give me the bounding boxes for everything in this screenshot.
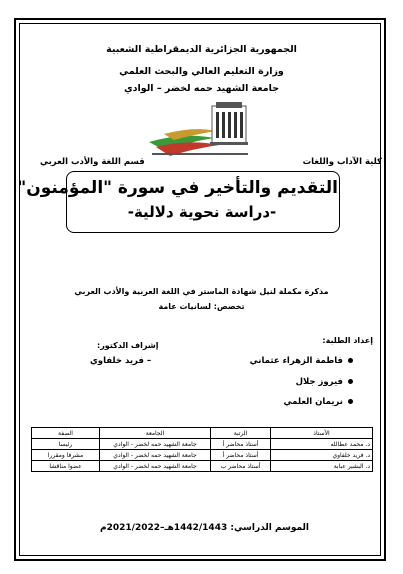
specialty: تخصص: لسانيات عامة: [158, 302, 245, 311]
header-cell: الصفة: [32, 428, 100, 439]
table-header-row: [32, 428, 373, 439]
table-row: [32, 439, 373, 450]
cell-role: عضوا مناقشا: [32, 461, 100, 472]
university-logo: [144, 98, 259, 160]
cell-role: مشرفا ومقررا: [32, 450, 100, 461]
student-item: [296, 377, 353, 387]
ministry-heading: وزارة التعليم العالي والبحث العلمي: [119, 66, 284, 77]
students-label: إعداد الطلبة:: [322, 336, 373, 345]
student-name: فيروز جلال: [295, 377, 343, 387]
bullet-icon: [348, 358, 353, 363]
cell-rank: أستاذ محاضر أ: [211, 439, 271, 450]
thesis-title: التقديم والتأخير في سورة "المؤمنون": [17, 178, 338, 198]
republic-heading: الجمهورية الجزائرية الديمقراطية الشعبية: [106, 44, 297, 55]
cell-university: جامعة الشهيد حمه لخضر - الوادي: [100, 439, 211, 450]
student-name: فاطمة الزهراء عثماني: [249, 356, 343, 366]
thesis-subtitle: -دراسة نحوية دلالية-: [127, 203, 277, 221]
header-cell: الرتبة: [211, 428, 271, 439]
student-item: [250, 356, 353, 366]
supervisor-name: – فريد خلفاوي: [90, 356, 152, 366]
table-row: [32, 450, 373, 461]
bullet-icon: [348, 379, 353, 384]
header-cell: الأستاذ: [271, 428, 373, 439]
cell-professor: د. البشير عبابة: [271, 461, 373, 472]
table-row: [32, 461, 373, 472]
supervisor-label: إشراف الدكتور:: [97, 341, 159, 350]
memo-description: مذكرة مكملة لنيل شهادة الماستر في اللغة العربية والأدب العربي: [74, 287, 329, 296]
cell-rank: أستاذ محاضر ب: [211, 461, 271, 472]
jury-table: [31, 427, 373, 472]
student-item: [284, 397, 353, 407]
department-label: قسم اللغة والأدب العربي: [40, 157, 145, 167]
student-name: نريمان العلمي: [283, 397, 343, 407]
academic-year: الموسم الدراسي: 1442/1443هـ–2021/2022م: [100, 523, 310, 533]
cell-rank: أستاذ محاضر أ: [211, 450, 271, 461]
university-heading: جامعة الشهيد حمه لخضر – الوادي: [123, 83, 280, 94]
cell-professor: د. فريد خلفاوي: [271, 450, 373, 461]
bullet-icon: [348, 399, 353, 404]
faculty-label: كلية الآداب واللغات: [302, 157, 382, 167]
cell-university: جامعة الشهيد حمه لخضر - الوادي: [100, 450, 211, 461]
cell-role: رئيسا: [32, 439, 100, 450]
cell-university: جامعة الشهيد حمه لخضر - الوادي: [100, 461, 211, 472]
cell-professor: د. محمد عطالله: [271, 439, 373, 450]
header-cell: الجامعة: [100, 428, 211, 439]
